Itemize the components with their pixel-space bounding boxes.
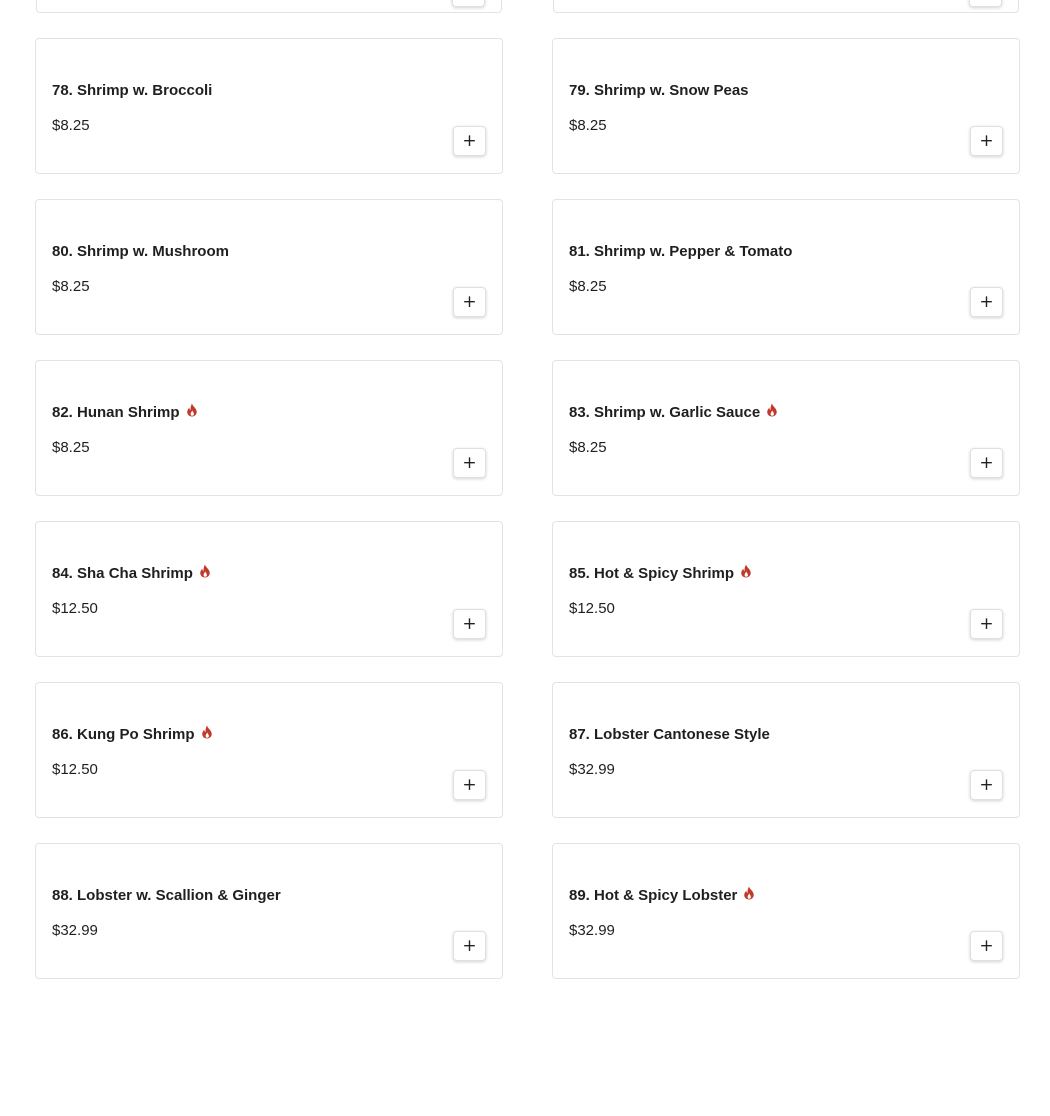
menu-item-name: 81. Shrimp w. Pepper & Tomato <box>569 243 793 260</box>
menu-item-card[interactable] <box>552 521 1020 657</box>
plus-icon: + <box>979 774 994 795</box>
plus-icon: + <box>979 452 994 473</box>
menu-item-price: $8.25 <box>52 117 90 134</box>
flame-icon <box>743 886 755 900</box>
menu-item-name-row <box>52 243 229 260</box>
flame-icon <box>201 725 213 739</box>
add-to-cart-button[interactable] <box>453 448 486 478</box>
add-to-cart-button[interactable] <box>970 609 1003 639</box>
menu-item-price: $8.25 <box>569 278 607 295</box>
plus-icon: + <box>462 935 477 956</box>
menu-item-card[interactable] <box>35 360 503 496</box>
menu-item-price: $8.25 <box>52 278 90 295</box>
menu-item-name: 83. Shrimp w. Garlic Sauce <box>569 404 761 421</box>
menu-item-name-row <box>52 887 281 904</box>
flame-icon <box>199 564 211 578</box>
add-to-cart-button[interactable] <box>453 770 486 800</box>
menu-item-price: $12.50 <box>52 761 98 778</box>
add-to-cart-button[interactable] <box>453 931 486 961</box>
menu-item-name-row <box>569 726 770 743</box>
menu-items-grid <box>35 38 1020 979</box>
add-to-cart-button[interactable] <box>453 126 486 156</box>
flame-icon <box>766 403 778 417</box>
plus-icon: + <box>462 130 477 151</box>
menu-item-price: $32.99 <box>569 922 615 939</box>
add-to-cart-button[interactable] <box>970 126 1003 156</box>
menu-item-card[interactable] <box>35 199 503 335</box>
menu-item-card[interactable] <box>552 360 1020 496</box>
menu-item-price: $32.99 <box>52 922 98 939</box>
menu-item-name: 82. Hunan Shrimp <box>52 404 180 421</box>
menu-item-name-row <box>569 404 778 421</box>
menu-item-name: 88. Lobster w. Scallion & Ginger <box>52 887 281 904</box>
menu-item-name: 89. Hot & Spicy Lobster <box>569 887 738 904</box>
menu-item-name-row <box>569 243 792 260</box>
add-to-cart-button[interactable] <box>453 609 486 639</box>
plus-icon: + <box>979 613 994 634</box>
menu-item-price: $32.99 <box>569 761 615 778</box>
menu-item-price: $8.25 <box>569 117 607 134</box>
plus-icon: + <box>979 291 994 312</box>
add-to-cart-button[interactable] <box>970 770 1003 800</box>
plus-icon: + <box>462 613 477 634</box>
plus-icon: + <box>979 935 994 956</box>
menu-item-name: 87. Lobster Cantonese Style <box>569 726 770 743</box>
menu-item-name-row <box>52 404 198 421</box>
menu-item-name: 84. Sha Cha Shrimp <box>52 565 193 582</box>
menu-item-card[interactable] <box>35 38 503 174</box>
menu-item-name-row <box>569 887 755 904</box>
menu-item-card[interactable] <box>552 199 1020 335</box>
add-to-cart-button[interactable] <box>970 448 1003 478</box>
menu-item-name-row <box>52 82 212 99</box>
menu-item-name: 85. Hot & Spicy Shrimp <box>569 565 735 582</box>
menu-item-card[interactable] <box>35 682 503 818</box>
menu-item-name-row <box>52 565 211 582</box>
menu-item-name: 80. Shrimp w. Mushroom <box>52 243 229 260</box>
flame-icon <box>740 564 752 578</box>
plus-icon: + <box>979 130 994 151</box>
menu-item-card[interactable] <box>552 682 1020 818</box>
add-to-cart-button[interactable] <box>970 287 1003 317</box>
menu-item-price: $8.25 <box>52 439 90 456</box>
add-to-cart-button[interactable] <box>969 0 1002 7</box>
add-to-cart-button[interactable] <box>970 931 1003 961</box>
plus-icon: + <box>462 774 477 795</box>
menu-item-name-row <box>569 82 749 99</box>
menu-item-name: 86. Kung Po Shrimp <box>52 726 195 743</box>
menu-item-card-partial <box>553 0 1019 13</box>
menu-item-price: $8.25 <box>569 439 607 456</box>
menu-item-name: 79. Shrimp w. Snow Peas <box>569 82 749 99</box>
plus-icon <box>461 0 475 1</box>
plus-icon: + <box>462 291 477 312</box>
flame-icon <box>186 403 198 417</box>
add-to-cart-button[interactable] <box>452 0 485 7</box>
menu-item-price: $12.50 <box>52 600 98 617</box>
menu-item-name-row <box>569 565 752 582</box>
menu-item-price: $12.50 <box>569 600 615 617</box>
plus-icon <box>978 0 992 1</box>
menu-item-name: 78. Shrimp w. Broccoli <box>52 82 213 99</box>
menu-item-card[interactable] <box>35 843 503 979</box>
plus-icon: + <box>462 452 477 473</box>
menu-item-name-row <box>52 726 213 743</box>
add-to-cart-button[interactable] <box>453 287 486 317</box>
menu-item-card-partial <box>36 0 502 13</box>
menu-item-card[interactable] <box>552 38 1020 174</box>
menu-item-card[interactable] <box>552 843 1020 979</box>
menu-item-card[interactable] <box>35 521 503 657</box>
